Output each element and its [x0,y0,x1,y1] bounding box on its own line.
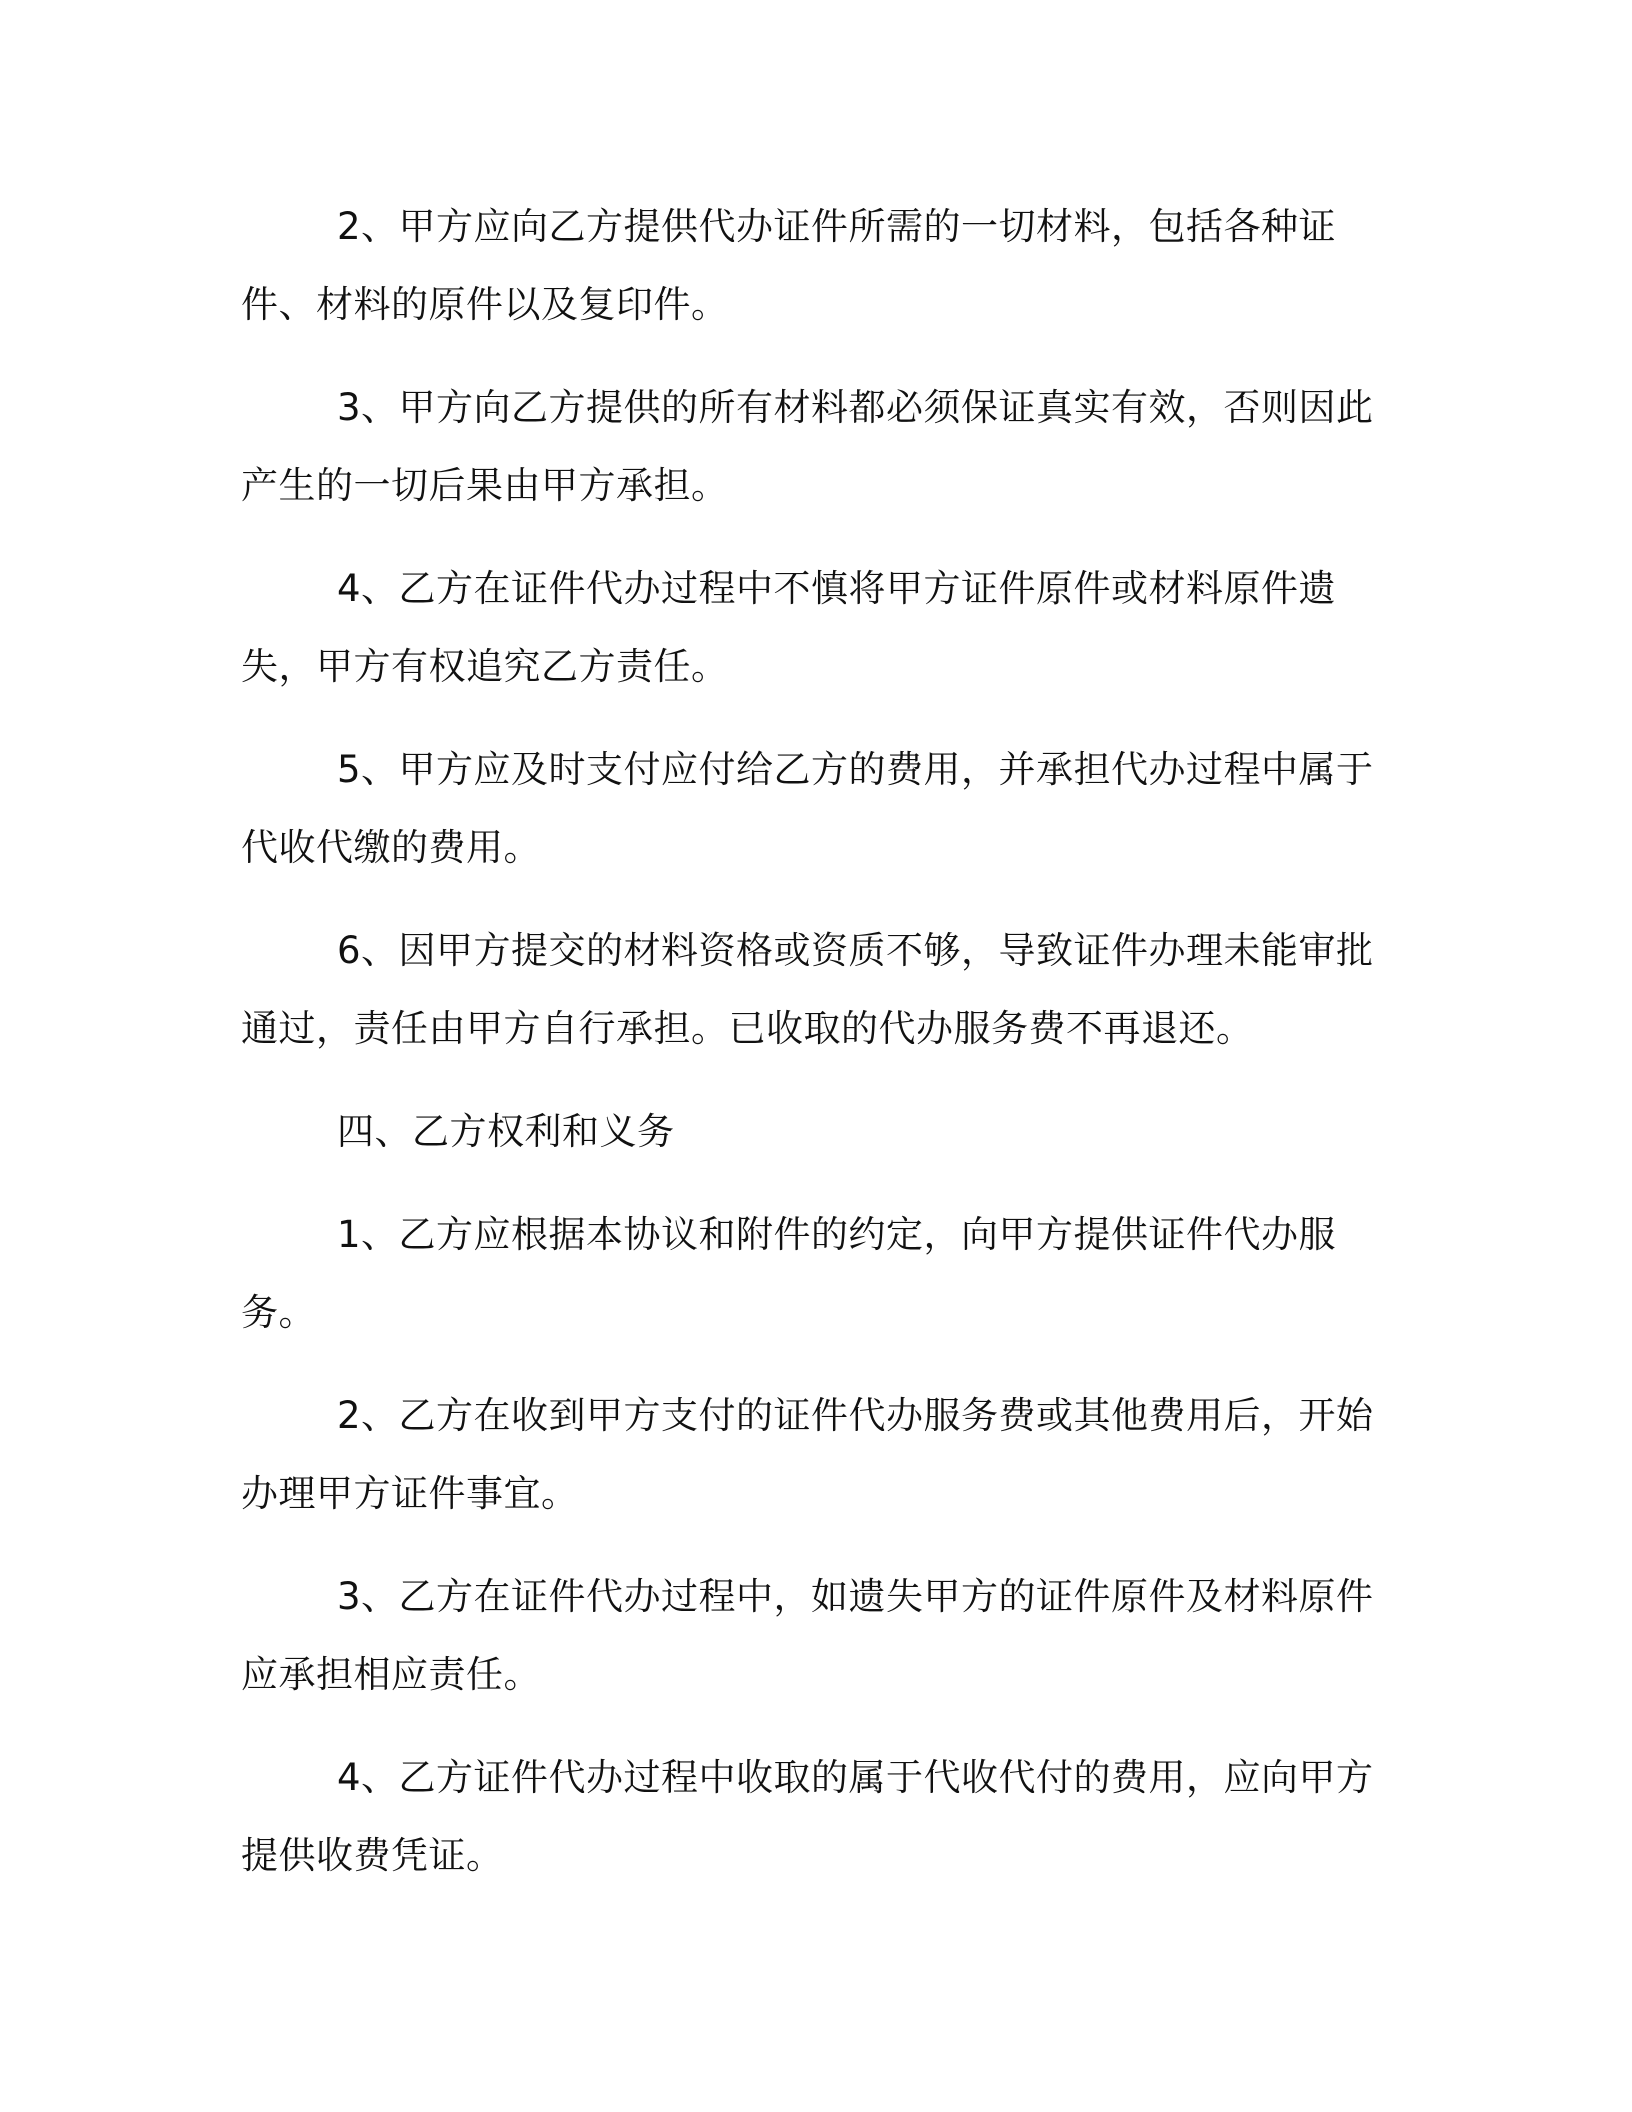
clause-3-3: 3、甲方向乙方提供的所有材料都必须保证真实有效，否则因此产生的一切后果由甲方承担。 [241,386,1374,507]
clause-3-2: 2、甲方应向乙方提供代办证件所需的一切材料，包括各种证件、材料的原件以及复印件。 [241,205,1337,326]
clause-4-1: 1、乙方应根据本协议和附件的约定，向甲方提供证件代办服务。 [241,1213,1337,1334]
clause-4-4: 4、乙方证件代办过程中收取的属于代收代付的费用，应向甲方提供收费凭证。 [241,1756,1374,1877]
section-heading-4: 四、乙方权利和义务 [337,1110,675,1153]
document-body [241,188,1391,1920]
clause-3-4: 4、乙方在证件代办过程中不慎将甲方证件原件或材料原件遗失，甲方有权追究乙方责任。 [241,567,1337,688]
clause-4-3: 3、乙方在证件代办过程中，如遗失甲方的证件原件及材料原件应承担相应责任。 [241,1575,1374,1696]
clause-3-6: 6、因甲方提交的材料资格或资质不够，导致证件办理未能审批通过，责任由甲方自行承担。已收取的代办服务费不再退还。 [241,929,1374,1050]
clause-3-5: 5、甲方应及时支付应付给乙方的费用，并承担代办过程中属于代收代缴的费用。 [241,748,1374,869]
clause-4-2: 2、乙方在收到甲方支付的证件代办服务费或其他费用后，开始办理甲方证件事宜。 [241,1394,1374,1515]
